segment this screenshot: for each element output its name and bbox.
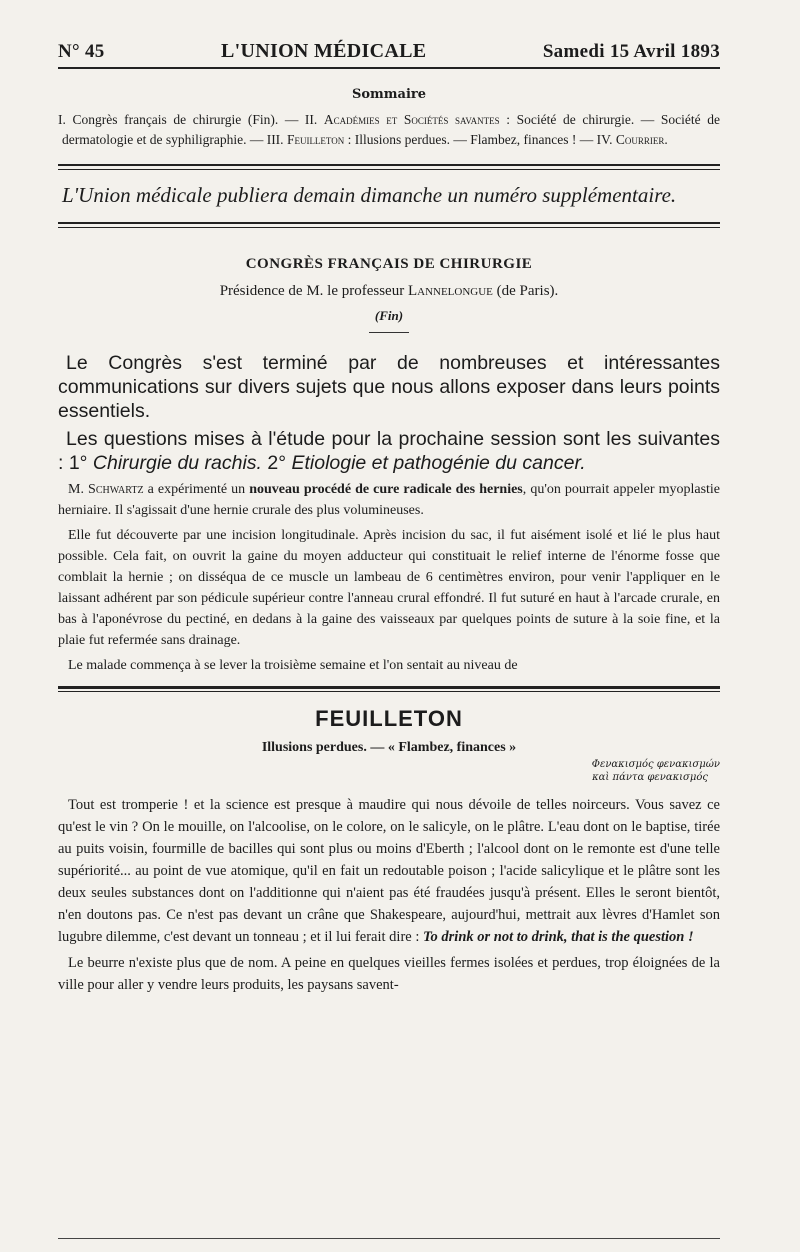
text: Les questions mises à l'étude pour la prochaine session sont les suivantes : 1° <box>58 428 720 474</box>
quote-italic: To drink or not to drink, that is the question ! <box>423 929 694 945</box>
paragraph <box>58 794 720 948</box>
topic-1: Chirurgie du rachis. <box>92 452 262 474</box>
divider <box>58 164 720 170</box>
presidence-text: Présidence de M. le professeur <box>219 283 408 299</box>
text: a expérimenté un <box>143 482 250 497</box>
greek-line: καὶ πάντα φενακισμός <box>592 772 708 783</box>
sommaire-part: . <box>664 132 668 147</box>
author-name: Schwartz <box>88 482 144 497</box>
short-divider <box>369 332 409 333</box>
sommaire-part: : Illusions perdues. — Flambez, finances ! — IV. <box>344 132 616 147</box>
bottom-rule <box>58 1238 720 1239</box>
divider <box>58 686 720 692</box>
text: 2° <box>261 452 292 474</box>
running-header <box>58 40 720 69</box>
fin-label: (Fin) <box>374 308 404 323</box>
sommaire-part: I. Congrès français de chirurgie (Fin). — II. <box>58 112 324 127</box>
text: , qu'on pourrait appeler myoplastie herniaire. Il s'agissait d'une hernie crurale des plus volumineuses. <box>58 482 721 518</box>
sommaire-part: : Société de chirurgie. — Société de dermatologie et de syphiligraphie. — III. <box>62 112 720 147</box>
paragraph <box>58 479 720 521</box>
divider <box>58 222 720 228</box>
greek-line: Φενακισμός φενακισμών <box>591 759 720 770</box>
bold-topic: nouveau procédé de cure radicale des hernies <box>249 482 523 497</box>
journal-title: L'UNION MÉDICALE <box>221 40 427 62</box>
sommaire-academies: Académies et Sociétés savantes <box>323 112 500 127</box>
feuilleton-subtitle: Illusions perdues. — « Flambez, finances » <box>261 740 517 755</box>
topic-2: Etiologie et pathogénie du cancer. <box>291 452 586 474</box>
section-title-feuilleton: FEUILLETON <box>315 706 463 731</box>
presidence-line <box>58 283 720 300</box>
presidence-text: (de Paris). <box>492 283 559 299</box>
president-name: Lannelongue <box>407 283 493 299</box>
announcement: L'Union médicale publiera demain dimanche un numéro supplémentaire. <box>62 183 677 207</box>
sommaire-feuilleton: Feuilleton <box>286 132 345 147</box>
issue-date: Samedi 15 Avril 1893 <box>542 41 720 62</box>
paragraph <box>58 427 720 475</box>
section-title-congres: CONGRÈS FRANÇAIS DE CHIRURGIE <box>245 256 533 272</box>
paragraph: Elle fut découverte par une incision longitudinale. Après incision du sac, il fut aisément isolé et lié le plus haut possible. Cela fait, on ouvrit la gaine du moyen adducteur qui constituait le relief interne de l'énorme fosse que comblait la hernie ; on disséqua de ce muscle un lambeau de 6 centimètres environ, pour venir l'appliquer en le laissant adhérent par son pédicule supérieur contre l'anneau crural effondré. Il fut suturé en haut à l'arcade crurale, en bas à l'aponévrose du pectiné, en dedans à la gaine des vaisseaux par quelques points de suture à la soie fine, et la plaie fut refermée sans drainage. <box>58 528 720 648</box>
sommaire-courrier: Courrier <box>615 132 665 147</box>
paragraph: Le Congrès s'est terminé par de nombreuses et intéressantes communications sur divers sujets que nous allons exposer dans leurs points essentiels. <box>58 352 720 422</box>
sommaire-title: Sommaire <box>351 87 427 102</box>
issue-number: N° 45 <box>58 41 105 62</box>
greek-epigraph <box>58 758 720 784</box>
paragraph: Le malade commença à se lever la troisième semaine et l'on sentait au niveau de <box>68 658 518 673</box>
text: M. <box>68 482 89 497</box>
page <box>58 40 720 1000</box>
sommaire-text <box>58 110 720 150</box>
paragraph: Le beurre n'existe plus que de nom. A peine en quelques vieilles fermes isolées et perdues, trop éloignées de la ville pour aller y vendre leurs produits, les paysans savent- <box>58 955 720 993</box>
text: Tout est tromperie ! et la science est presque à maudire qui nous dévoile de telles noirceurs. Vous savez ce qu'est le vin ? On le mouille, on l'alcoolise, on le colore, on le salicyle, on le plâtre. L'eau dont on le baptise, tirée au puits voisin, fourmille de bacilles qui sont plus ou moins d'Eberth ; l'alcool dont on le remonte est d'une telle supériorité... au point de vue atomique, qu'il en fait un redoutable poison ; l'acide salicylique et le plâtre sont les deux seules substances dont on l'additionne qui n'aient pas été fraudées jusqu'à présent. Elles le seront bientôt, n'en doutons pas. Ce n'est pas devant un crâne que Shakespeare, aujourd'hui, mettrait aux lèvres d'Hamlet son lugubre dilemme, c'est devant un tonneau ; et il lui ferait dire : <box>58 797 720 945</box>
